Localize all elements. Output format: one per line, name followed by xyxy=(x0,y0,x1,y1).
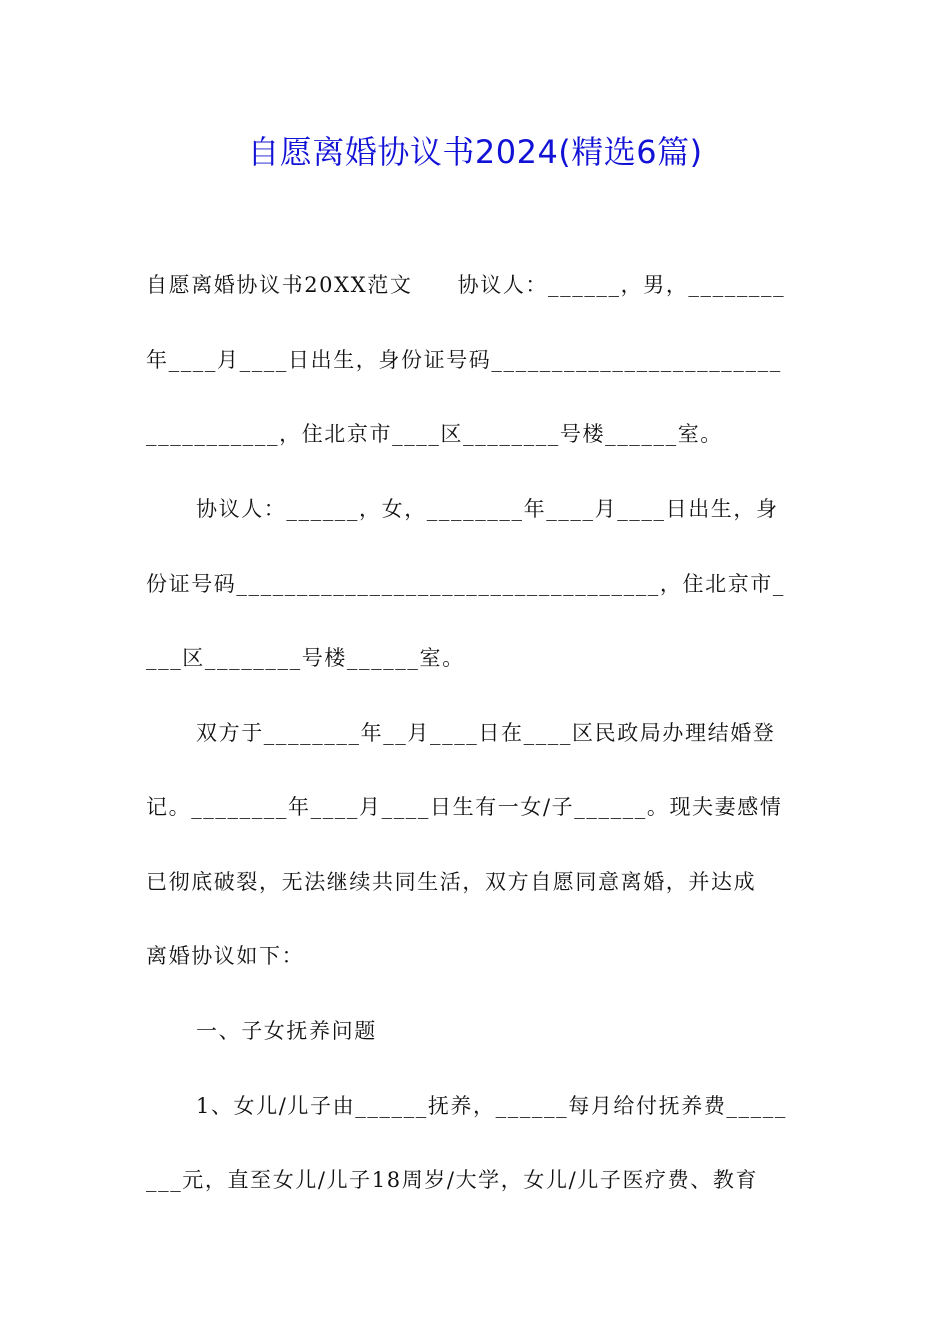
text-line-8: 记。________年____月____日生有一女/子______。现夫妻感情 xyxy=(146,795,783,819)
text-line-10: 离婚协议如下： xyxy=(146,944,305,968)
document-title: 自愿离婚协议书2024(精选6篇) xyxy=(247,133,703,171)
text-line-13: ___元，直至女儿/儿子18周岁/大学，女儿/儿子医疗费、教育 xyxy=(146,1168,759,1192)
section-heading: 一、子女抚养问题 xyxy=(196,1019,377,1043)
text-line-5: 份证号码___________________________________，住北京市_ xyxy=(146,572,785,596)
text-line-4: 协议人：______，女，________年____月____日出生，身 xyxy=(196,497,779,521)
text-line-7: 双方于________年__月____日在____区民政局办理结婚登 xyxy=(196,721,776,745)
text-line-3: ___________，住北京市____区________号楼______室。 xyxy=(146,422,723,446)
text-line-6: ___区________号楼______室。 xyxy=(146,646,465,670)
text-line-1: 自愿离婚协议书20XX范文 协议人：______，男，________ xyxy=(146,273,786,297)
text-line-2: 年____月____日出生，身份证号码________________________ xyxy=(146,348,782,372)
text-line-12: 1、女儿/儿子由______抚养，______每月给付抚养费_____ xyxy=(196,1094,787,1118)
text-line-9: 已彻底破裂，无法继续共同生活，双方自愿同意离婚，并达成 xyxy=(146,870,757,894)
